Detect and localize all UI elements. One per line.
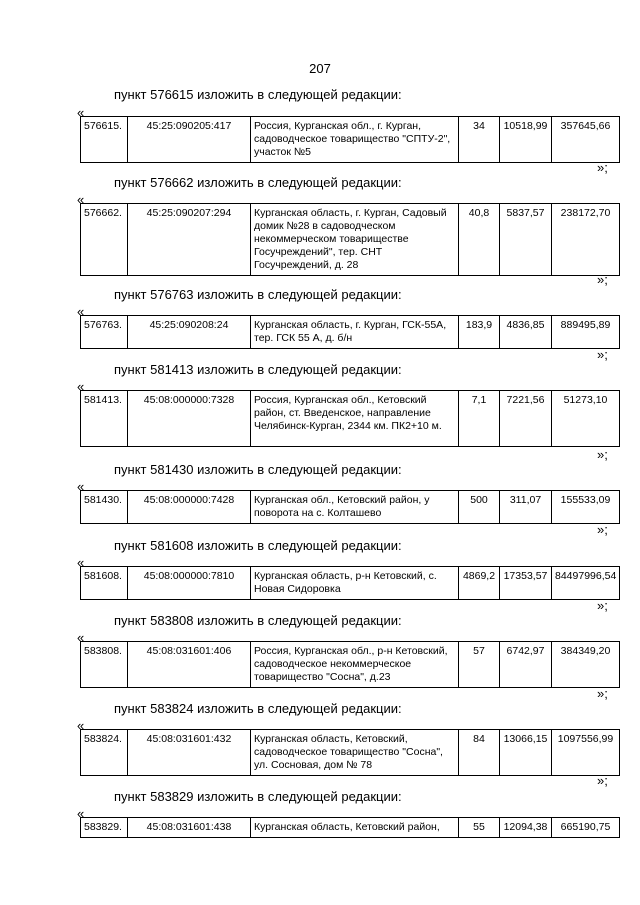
cell-cadastral-number: 45:25:090207:294: [128, 204, 251, 276]
cell-unit-price: 5837,57: [500, 204, 552, 276]
cell-area: 40,8: [459, 204, 500, 276]
cell-cost: 665190,75: [552, 818, 620, 838]
open-quote: «: [77, 555, 85, 570]
cell-unit-price: 4836,85: [500, 316, 552, 349]
cell-cadastral-number: 45:08:000000:7810: [128, 567, 251, 600]
section-heading: пункт 576763 изложить в следующей редакции:: [114, 287, 402, 302]
cell-cost: 84497996,54: [552, 567, 620, 600]
cell-cost: 155533,09: [552, 491, 620, 524]
table-row: [81, 204, 620, 276]
cell-number: 576763.: [81, 316, 128, 349]
table-row: [81, 316, 620, 349]
cell-number: 581430.: [81, 491, 128, 524]
cell-address: Курганская область, Кетовский, садоводческое товарищество "Сосна", ул. Сосновая, дом № 78: [251, 730, 459, 776]
record-table: [80, 315, 620, 349]
section-heading: пункт 576662 изложить в следующей редакции:: [114, 175, 402, 190]
cell-cost: 51273,10: [552, 391, 620, 447]
cell-cadastral-number: 45:25:090205:417: [128, 117, 251, 163]
cell-address: Россия, Курганская обл., Кетовский район, ст. Введенское, направление Челябинск-Курган, 2344 км. ПК2+10 м.: [251, 391, 459, 447]
cell-unit-price: 10518,99: [500, 117, 552, 163]
section-heading: пункт 583824 изложить в следующей редакции:: [114, 701, 402, 716]
cell-unit-price: 13066,15: [500, 730, 552, 776]
table-row: [81, 117, 620, 163]
cell-cost: 1097556,99: [552, 730, 620, 776]
close-quote: »;: [597, 272, 608, 287]
cell-address: Россия, Курганская обл., г. Курган, садоводческое товарищество "СПТУ-2", участок №5: [251, 117, 459, 163]
cell-unit-price: 12094,38: [500, 818, 552, 838]
cell-cadastral-number: 45:08:031601:438: [128, 818, 251, 838]
cell-area: 84: [459, 730, 500, 776]
cell-cost: 384349,20: [552, 642, 620, 688]
cell-cadastral-number: 45:08:000000:7328: [128, 391, 251, 447]
cell-area: 500: [459, 491, 500, 524]
cell-cadastral-number: 45:25:090208:24: [128, 316, 251, 349]
record-table: [80, 641, 620, 688]
close-quote: »;: [597, 598, 608, 613]
section-heading: пункт 583808 изложить в следующей редакции:: [114, 613, 402, 628]
cell-unit-price: 311,07: [500, 491, 552, 524]
record-table: [80, 729, 620, 776]
close-quote: »;: [597, 447, 608, 462]
open-quote: «: [77, 718, 85, 733]
cell-area: 7,1: [459, 391, 500, 447]
close-quote: »;: [597, 347, 608, 362]
section-heading: пункт 576615 изложить в следующей редакции:: [114, 87, 402, 102]
record-table: [80, 490, 620, 524]
close-quote: »;: [597, 522, 608, 537]
cell-number: 576662.: [81, 204, 128, 276]
table-row: [81, 818, 620, 838]
cell-cadastral-number: 45:08:000000:7428: [128, 491, 251, 524]
record-table: [80, 390, 620, 447]
cell-number: 576615.: [81, 117, 128, 163]
open-quote: «: [77, 192, 85, 207]
open-quote: «: [77, 806, 85, 821]
cell-number: 581608.: [81, 567, 128, 600]
cell-address: Курганская обл., Кетовский район, у поворота на с. Колташево: [251, 491, 459, 524]
open-quote: «: [77, 105, 85, 120]
close-quote: »;: [597, 160, 608, 175]
cell-cost: 889495,89: [552, 316, 620, 349]
cell-cost: 238172,70: [552, 204, 620, 276]
record-table: [80, 566, 620, 600]
cell-area: 183,9: [459, 316, 500, 349]
cell-number: 581413.: [81, 391, 128, 447]
cell-number: 583829.: [81, 818, 128, 838]
cell-cadastral-number: 45:08:031601:432: [128, 730, 251, 776]
table-row: [81, 491, 620, 524]
cell-area: 4869,2: [459, 567, 500, 600]
cell-number: 583824.: [81, 730, 128, 776]
cell-address: Курганская область, г. Курган, ГСК-55А, тер. ГСК 55 А, д. б/н: [251, 316, 459, 349]
cell-number: 583808.: [81, 642, 128, 688]
open-quote: «: [77, 630, 85, 645]
table-row: [81, 391, 620, 447]
cell-address: Курганская область, Кетовский район,: [251, 818, 459, 838]
open-quote: «: [77, 379, 85, 394]
cell-area: 34: [459, 117, 500, 163]
close-quote: »;: [597, 773, 608, 788]
cell-address: Россия, Курганская обл., р-н Кетовский, садоводческое некоммерческое товарищество "Сосна", д.23: [251, 642, 459, 688]
section-heading: пункт 581430 изложить в следующей редакции:: [114, 462, 402, 477]
cell-address: Курганская область, р-н Кетовский, с. Новая Сидоровка: [251, 567, 459, 600]
cell-unit-price: 17353,57: [500, 567, 552, 600]
cell-area: 57: [459, 642, 500, 688]
section-heading: пункт 583829 изложить в следующей редакции:: [114, 789, 402, 804]
page-number: 207: [309, 61, 331, 76]
record-table: [80, 116, 620, 163]
section-heading: пункт 581413 изложить в следующей редакции:: [114, 362, 402, 377]
cell-unit-price: 7221,56: [500, 391, 552, 447]
open-quote: «: [77, 479, 85, 494]
cell-area: 55: [459, 818, 500, 838]
close-quote: »;: [597, 686, 608, 701]
section-heading: пункт 581608 изложить в следующей редакции:: [114, 538, 402, 553]
record-table: [80, 817, 620, 838]
table-row: [81, 642, 620, 688]
table-row: [81, 567, 620, 600]
table-row: [81, 730, 620, 776]
cell-cost: 357645,66: [552, 117, 620, 163]
record-table: [80, 203, 620, 276]
open-quote: «: [77, 304, 85, 319]
cell-address: Курганская область, г. Курган, Садовый домик №28 в садоводческом некоммерческом товариществе Госучреждений", тер. СНТ Госучреждений, д. 28: [251, 204, 459, 276]
cell-cadastral-number: 45:08:031601:406: [128, 642, 251, 688]
cell-unit-price: 6742,97: [500, 642, 552, 688]
